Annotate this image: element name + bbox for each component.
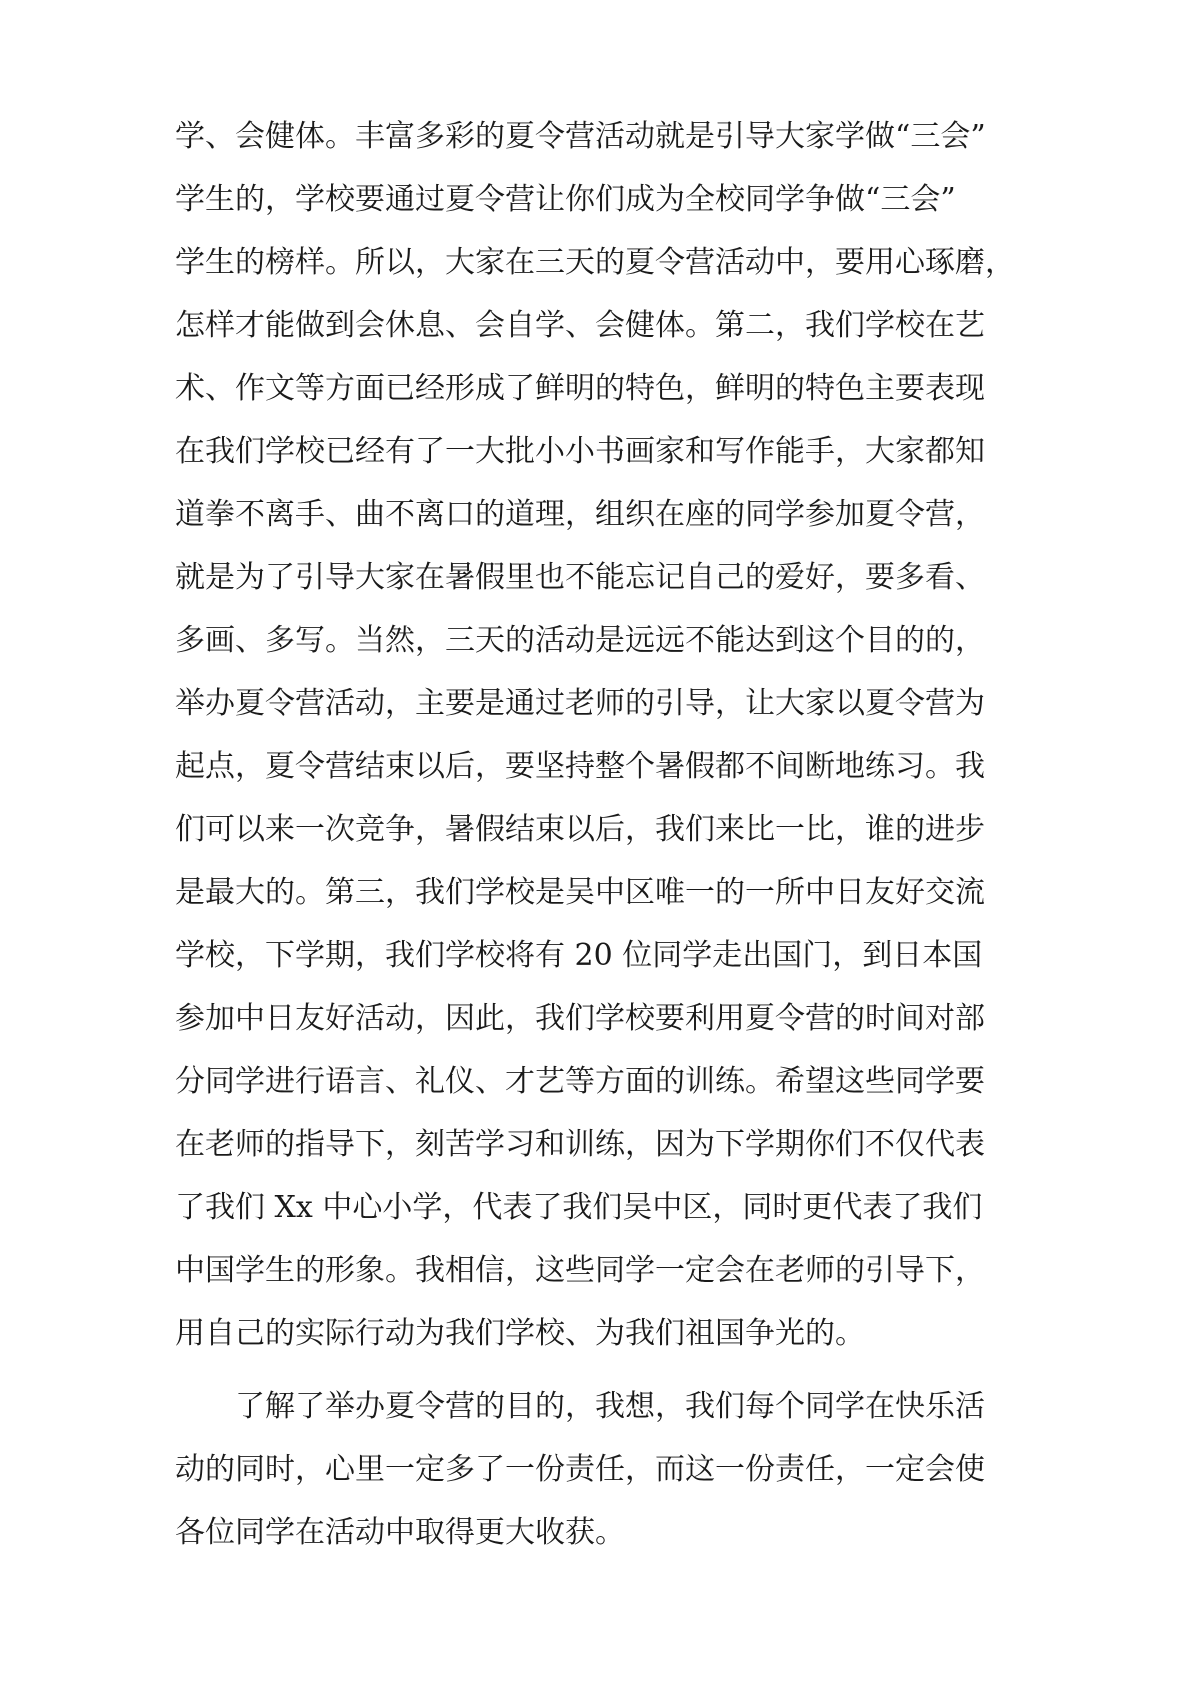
text-line: 术、作文等方面已经形成了鲜明的特色，鲜明的特色主要表现: [175, 371, 985, 406]
text-line: 们可以来一次竞争，暑假结束以后，我们来比一比，谁的进步: [175, 812, 985, 847]
paragraph-2: [175, 1375, 1035, 1564]
text-line: 道拳不离手、曲不离口的道理，组织在座的同学参加夏令营，: [175, 497, 985, 532]
text-line: 起点，夏令营结束以后，要坚持整个暑假都不间断地练习。我: [175, 749, 985, 784]
text-line: 在我们学校已经有了一大批小小书画家和写作能手，大家都知: [175, 434, 985, 469]
text-line: 多画、多写。当然，三天的活动是远远不能达到这个目的的，: [175, 623, 985, 658]
text-line: 参加中日友好活动，因此，我们学校要利用夏令营的时间对部: [175, 1001, 985, 1036]
paragraph-1: [175, 105, 1035, 1365]
text-line: 学生的榜样。所以，大家在三天的夏令营活动中，要用心琢磨，: [175, 245, 1015, 280]
text-line: 是最大的。第三，我们学校是吴中区唯一的一所中日友好交流: [175, 875, 985, 910]
text-line: 在老师的指导下，刻苦学习和训练，因为下学期你们不仅代表: [175, 1127, 985, 1162]
document-body: [175, 105, 1035, 1564]
text-line: 中国学生的形象。我相信，这些同学一定会在老师的引导下，: [175, 1253, 985, 1288]
text-line: 了我们 Xx 中心小学，代表了我们吴中区，同时更代表了我们: [175, 1190, 983, 1225]
text-line: 就是为了引导大家在暑假里也不能忘记自己的爱好，要多看、: [175, 560, 985, 595]
text-line: 学校，下学期，我们学校将有 20 位同学走出国门，到日本国: [175, 938, 983, 973]
text-line: 动的同时，心里一定多了一份责任，而这一份责任，一定会使: [175, 1452, 985, 1487]
text-line: 各位同学在活动中取得更大收获。: [175, 1515, 625, 1550]
text-line: 用自己的实际行动为我们学校、为我们祖国争光的。: [175, 1316, 865, 1351]
text-line: 学、会健体。丰富多彩的夏令营活动就是引导大家学做“三会”: [175, 119, 986, 154]
text-line: 学生的，学校要通过夏令营让你们成为全校同学争做“三会”: [175, 182, 956, 217]
text-line: 分同学进行语言、礼仪、才艺等方面的训练。希望这些同学要: [175, 1064, 985, 1099]
paragraph-gap: [175, 1365, 1035, 1375]
text-line: 举办夏令营活动，主要是通过老师的引导，让大家以夏令营为: [175, 686, 985, 721]
text-line: 怎样才能做到会休息、会自学、会健体。第二，我们学校在艺: [175, 308, 985, 343]
text-line: 了解了举办夏令营的目的，我想，我们每个同学在快乐活: [175, 1389, 985, 1424]
